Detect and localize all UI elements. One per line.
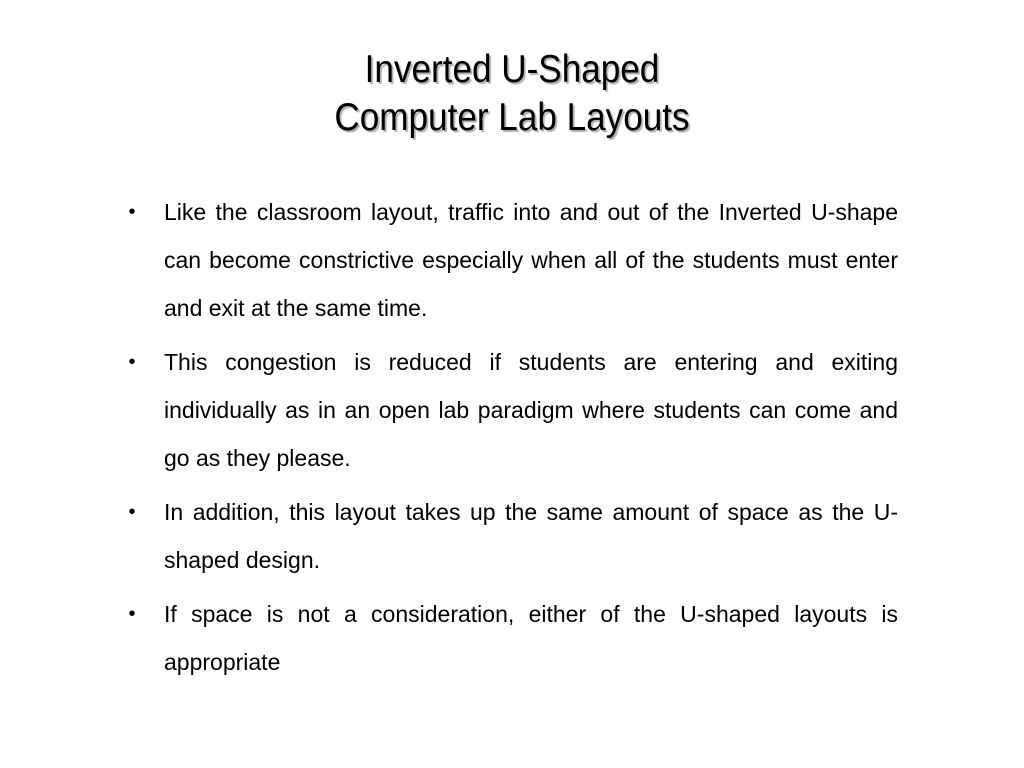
bullet-dot-icon: • — [128, 603, 136, 625]
bullet-text: Like the classroom layout, traffic into and out of the Inverted U-shape can become constrictive especially when all of the students must enter and exit at the same time. — [164, 199, 898, 321]
bullet-list — [126, 188, 898, 692]
bullet-text: This congestion is reduced if students are entering and exiting individually as in an open lab paradigm where students can come and go as they please. — [164, 349, 898, 471]
bullet-text: In addition, this layout takes up the same amount of space as the U-shaped design. — [164, 499, 898, 573]
bullet-dot-icon: • — [128, 201, 136, 223]
title-line-2: Computer Lab Layouts — [334, 96, 690, 139]
bullet-item — [126, 488, 898, 584]
bullet-item — [126, 590, 898, 686]
bullet-dot-icon: • — [128, 351, 136, 373]
bullet-text: If space is not a consideration, either of the U-shaped layouts is appropriate — [164, 601, 898, 675]
bullet-item — [126, 338, 898, 482]
title-line-1: Inverted U-Shaped — [364, 48, 660, 91]
bullet-item — [126, 188, 898, 332]
slide-title — [51, 46, 973, 142]
bullet-dot-icon: • — [128, 501, 136, 523]
